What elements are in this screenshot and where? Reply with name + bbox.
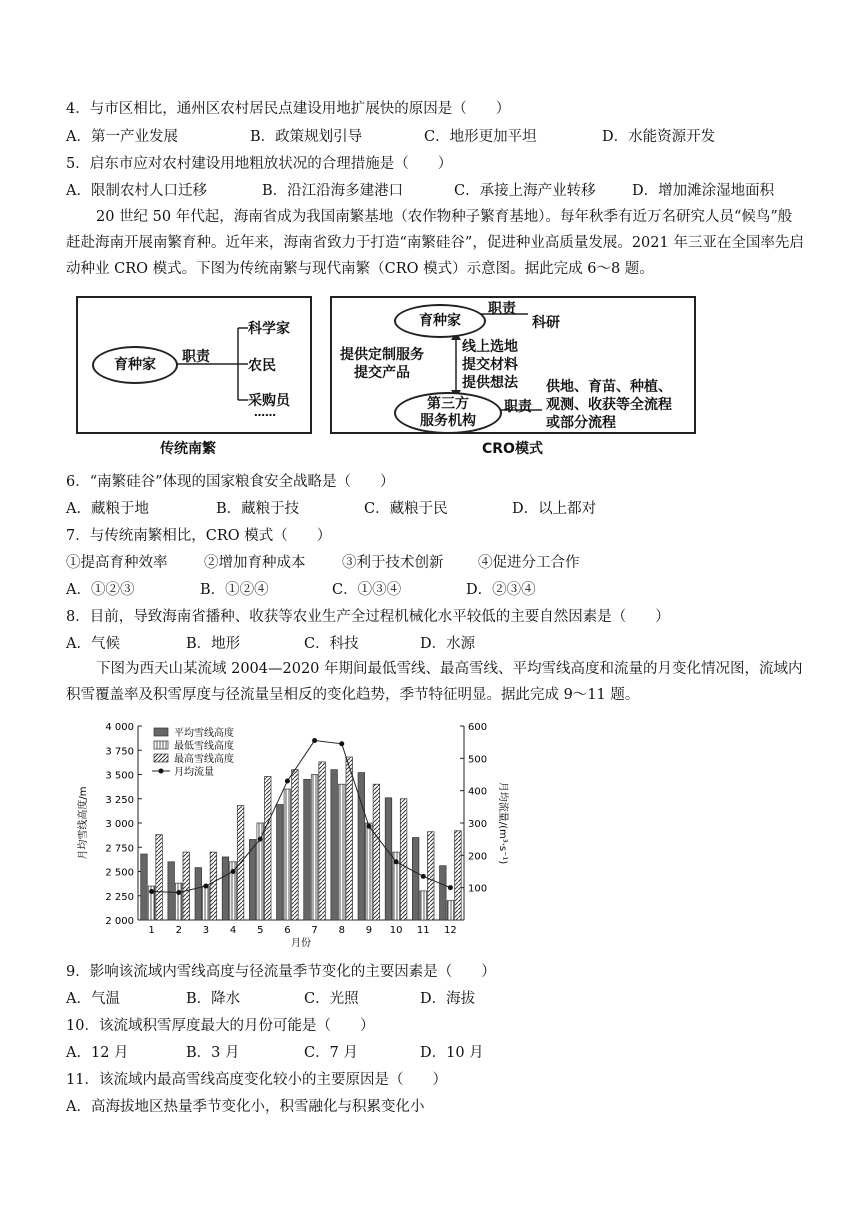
q8-option-c[interactable]: C．科技 bbox=[304, 636, 359, 652]
q8-stem: 8．目前，导致海南省播种、收获等农业生产全过程机械化水平较低的主要自然因素是（ ） bbox=[66, 609, 670, 625]
y2-tick-label: 600 bbox=[468, 722, 488, 733]
bar-max-11 bbox=[427, 832, 434, 920]
flow-point-1 bbox=[149, 889, 154, 894]
y2-tick-label: 100 bbox=[468, 883, 488, 895]
flow-point-12 bbox=[448, 885, 453, 890]
q4-option-b[interactable]: B．政策规划引导 bbox=[250, 129, 363, 145]
bar-max-7 bbox=[319, 762, 326, 920]
y-tick-label: 2 500 bbox=[105, 867, 134, 879]
bar-max-9 bbox=[373, 784, 380, 920]
q9-stem: 9．影响该流域内雪线高度与径流量季节变化的主要因素是（ ） bbox=[66, 964, 496, 980]
breeder-ellipse-cro: 育种家 bbox=[394, 304, 486, 338]
q10-option-b[interactable]: B．3 月 bbox=[186, 1045, 240, 1061]
q9-option-b[interactable]: B．降水 bbox=[186, 991, 241, 1007]
q10-option-c[interactable]: C．7 月 bbox=[304, 1045, 358, 1061]
y2-tick-label: 300 bbox=[468, 819, 488, 830]
y-tick-label: 3 000 bbox=[105, 819, 134, 830]
y-tick-label: 3 250 bbox=[105, 794, 134, 806]
x-tick-label: 9 bbox=[365, 925, 373, 936]
y-tick-label: 3 500 bbox=[105, 770, 134, 782]
cro-model-diagram bbox=[330, 296, 696, 434]
traditional-caption: 传统南繁 bbox=[160, 441, 216, 457]
legend-label: 最低雪线高度 bbox=[174, 741, 234, 752]
duty-label: 职责 bbox=[182, 349, 210, 365]
bar-avg-1 bbox=[141, 854, 148, 920]
flow-point-4 bbox=[231, 869, 236, 874]
submit-material-label: 提交材料 bbox=[462, 357, 518, 373]
flow-point-3 bbox=[203, 884, 208, 889]
q4-option-a[interactable]: A．第一产业发展 bbox=[66, 129, 178, 145]
q7-option-b[interactable]: B．①②④ bbox=[200, 582, 269, 598]
x-axis-label: 月份 bbox=[291, 938, 311, 949]
flow-point-6 bbox=[285, 778, 290, 783]
q7-item-2: ②增加育种成本 bbox=[204, 555, 306, 571]
x-tick-label: 4 bbox=[229, 925, 237, 936]
y-tick-label: 2 250 bbox=[105, 891, 134, 903]
y-tick-label: 3 750 bbox=[105, 746, 134, 758]
bar-min-7 bbox=[311, 775, 318, 921]
flow-point-9 bbox=[366, 824, 371, 829]
cro-caption: CRO模式 bbox=[482, 441, 543, 457]
q11-stem: 11．该流域内最高雪线高度变化较小的主要原因是（ ） bbox=[66, 1072, 447, 1088]
flow-point-8 bbox=[339, 741, 344, 746]
q10-option-a[interactable]: A．12 月 bbox=[66, 1045, 129, 1061]
q8-option-a[interactable]: A．气候 bbox=[66, 636, 120, 652]
bar-avg-7 bbox=[304, 779, 311, 920]
x-tick-label: 3 bbox=[202, 925, 210, 936]
y-tick-label: 2 750 bbox=[105, 843, 134, 855]
x-tick-label: 12 bbox=[444, 925, 457, 936]
traditional-nanfan-diagram bbox=[76, 296, 312, 434]
y2-tick-label: 400 bbox=[468, 786, 488, 798]
bar-avg-6 bbox=[277, 805, 284, 920]
q4-stem: 4．与市区相比，通州区农村居民点建设用地扩展快的原因是（ ） bbox=[66, 101, 511, 117]
q5-option-b[interactable]: B．沿江沿海多建港口 bbox=[262, 183, 404, 199]
x-tick-label: 5 bbox=[257, 925, 264, 936]
q4-option-d[interactable]: D．水能资源开发 bbox=[602, 129, 716, 145]
x-tick-label: 2 bbox=[175, 925, 182, 936]
bar-avg-8 bbox=[331, 770, 338, 920]
q10-stem: 10．该流域积雪厚度最大的月份可能是（ ） bbox=[66, 1018, 375, 1034]
cro-top-duty-link: 职责 bbox=[488, 301, 516, 317]
buyer-label: 采购员 bbox=[248, 393, 290, 409]
bar-max-12 bbox=[455, 831, 462, 920]
flow-point-11 bbox=[421, 874, 426, 879]
bar-min-11 bbox=[420, 891, 427, 920]
snowline-runoff-chart bbox=[66, 714, 506, 954]
q11-option-a[interactable]: A．高海拔地区热量季节变化小，积雪融化与积累变化小 bbox=[66, 1099, 425, 1115]
q7-item-1: ①提高育种效率 bbox=[66, 555, 168, 571]
y2-tick-label: 200 bbox=[468, 851, 488, 863]
farmer-label: 农民 bbox=[248, 358, 276, 374]
intro-paragraph-nanfan: 20 世纪 50 年代起，海南省成为我国南繁基地（农作物种子繁育基地）。每年秋季有近万名研究人员“候鸟”般赶赴海南开展南繁育种。近年来，海南省致力于打造“南繁硅谷”，促进种业高质量发展。2021 年三亚在全国率先启动种业 CRO 模式。下图为传统南繁与现代南繁（CRO 模式）示意图。据此完成 6～8 题。 bbox=[66, 209, 804, 277]
bottom-duty-line3: 或部分流程 bbox=[546, 415, 616, 431]
q8-option-d[interactable]: D．水源 bbox=[420, 636, 476, 652]
q5-option-d[interactable]: D．增加滩涂湿地面积 bbox=[632, 183, 775, 199]
q4-option-c[interactable]: C．地形更加平坦 bbox=[424, 129, 537, 145]
provide-idea-label: 提供想法 bbox=[462, 375, 518, 391]
y-axis-label: 月均雪线高度/m bbox=[78, 786, 89, 860]
q9-option-a[interactable]: A．气温 bbox=[66, 991, 120, 1007]
bar-max-2 bbox=[183, 852, 190, 920]
bar-min-3 bbox=[203, 886, 210, 920]
third-party-line2: 服务机构 bbox=[420, 413, 476, 429]
bar-avg-12 bbox=[440, 866, 447, 920]
bar-avg-4 bbox=[222, 857, 229, 920]
q6-option-c[interactable]: C．藏粮于民 bbox=[364, 501, 448, 517]
bottom-duty-line1: 供地、育苗、种植、 bbox=[546, 379, 672, 395]
flow-point-7 bbox=[312, 738, 317, 743]
q10-option-d[interactable]: D．10 月 bbox=[420, 1045, 484, 1061]
q7-option-c[interactable]: C．①③④ bbox=[332, 582, 402, 598]
legend-swatch bbox=[154, 741, 168, 749]
q7-item-3: ③利于技术创新 bbox=[342, 555, 444, 571]
breeder-ellipse: 育种家 bbox=[92, 346, 178, 384]
legend-label: 最高雪线高度 bbox=[174, 754, 234, 765]
bar-min-12 bbox=[447, 901, 454, 920]
bar-avg-11 bbox=[412, 838, 419, 920]
research-label: 科研 bbox=[532, 315, 560, 331]
q6-stem: 6．“南繁硅谷”体现的国家粮食安全战略是（ ） bbox=[66, 474, 395, 490]
y-tick-label: 4 000 bbox=[105, 722, 134, 733]
ellipsis-label: …… bbox=[254, 406, 276, 419]
legend-swatch-dot bbox=[159, 769, 164, 774]
flow-point-2 bbox=[176, 890, 181, 895]
third-party-ellipse bbox=[394, 392, 502, 434]
intro-paragraph-snowline: 下图为西天山某流域 2004—2020 年期间最低雪线、最高雪线、平均雪线高度和流量的月变化情况图，流域内积雪覆盖率及积雪厚度与径流量呈相反的变化趋势，季节特征明显。据此完成 9～11 题。 bbox=[66, 661, 803, 703]
legend-swatch bbox=[154, 728, 168, 736]
q7-option-a[interactable]: A．①②③ bbox=[66, 582, 135, 598]
y2-tick-label: 500 bbox=[468, 754, 488, 766]
x-tick-label: 1 bbox=[148, 925, 155, 936]
bar-avg-2 bbox=[168, 862, 175, 920]
q7-stem: 7．与传统南繁相比，CRO 模式（ ） bbox=[66, 528, 332, 544]
cro-bottom-duty-link: 职责 bbox=[504, 399, 532, 415]
bar-max-10 bbox=[400, 799, 407, 920]
q9-option-d[interactable]: D．海拔 bbox=[420, 991, 476, 1007]
y2-axis-label: 月均流量/(m³·s⁻¹) bbox=[497, 781, 508, 865]
flow-point-5 bbox=[258, 837, 263, 842]
legend-label: 月均流量 bbox=[174, 767, 214, 778]
bottom-duty-line2: 观测、收获等全流程 bbox=[546, 397, 672, 413]
bar-avg-10 bbox=[385, 798, 392, 920]
bar-max-8 bbox=[346, 757, 353, 920]
x-tick-label: 10 bbox=[389, 925, 403, 936]
legend-label: 平均雪线高度 bbox=[174, 728, 234, 739]
q5-stem: 5．启东市应对农村建设用地粗放状况的合理措施是（ ） bbox=[66, 156, 453, 172]
q9-option-c[interactable]: C．光照 bbox=[304, 991, 359, 1007]
q5-option-c[interactable]: C．承接上海产业转移 bbox=[454, 183, 596, 199]
q6-option-d[interactable]: D．以上都对 bbox=[512, 501, 597, 517]
x-tick-label: 7 bbox=[311, 925, 318, 936]
flow-point-10 bbox=[394, 859, 399, 864]
bar-min-2 bbox=[175, 883, 182, 920]
q7-item-4: ④促进分工合作 bbox=[478, 555, 580, 571]
online-site-label: 线上选地 bbox=[462, 339, 518, 355]
bar-max-6 bbox=[292, 770, 299, 920]
bar-max-1 bbox=[156, 835, 163, 920]
third-party-line1: 第三方 bbox=[427, 396, 469, 412]
scientist-label: 科学家 bbox=[248, 321, 290, 337]
bar-min-9 bbox=[366, 823, 373, 920]
x-tick-label: 8 bbox=[338, 925, 345, 936]
bar-max-3 bbox=[210, 852, 217, 920]
custom-service-label: 提供定制服务 bbox=[340, 347, 424, 363]
q6-option-a[interactable]: A．藏粮于地 bbox=[66, 501, 149, 517]
bar-max-5 bbox=[264, 776, 271, 920]
legend-swatch bbox=[154, 754, 168, 762]
q7-option-d[interactable]: D．②③④ bbox=[466, 582, 536, 598]
q8-option-b[interactable]: B．地形 bbox=[186, 636, 241, 652]
y-tick-label: 2 000 bbox=[105, 916, 134, 927]
q5-option-a[interactable]: A．限制农村人口迁移 bbox=[66, 183, 207, 199]
bar-avg-3 bbox=[195, 868, 202, 920]
x-tick-label: 6 bbox=[284, 925, 291, 936]
submit-product-label: 提交产品 bbox=[354, 365, 410, 381]
bar-min-8 bbox=[338, 784, 345, 920]
bar-min-6 bbox=[284, 789, 291, 920]
x-tick-label: 11 bbox=[416, 925, 430, 936]
q6-option-b[interactable]: B．藏粮于技 bbox=[216, 501, 300, 517]
